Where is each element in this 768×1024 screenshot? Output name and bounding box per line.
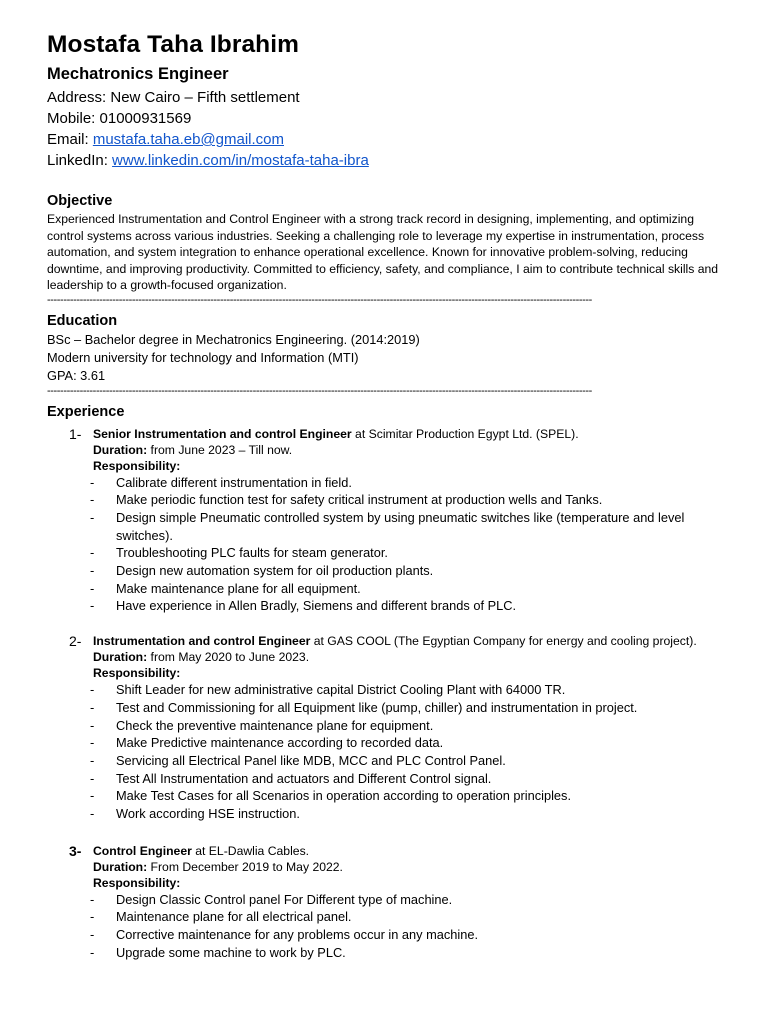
email-label: Email: [47,131,93,148]
job-company: at Scimitar Production Egypt Ltd. (SPEL). [351,426,579,441]
address: Address: New Cairo – Fifth settlement [47,89,300,106]
linkedin-line [47,150,721,171]
responsibility-label: Responsibility: [93,875,181,890]
responsibility-list [90,891,718,962]
email-line [47,129,721,150]
list-item: - Calibrate different instrumentation in field. [90,474,352,490]
job-role: Control Engineer [93,843,192,858]
linkedin-link[interactable]: www.linkedin.com/in/mostafa-taha-ibra [112,152,369,169]
list-item: - Make Test Cases for all Scenarios in operation according to operation principles. [90,788,572,804]
list-item: - Maintenance plane for all electrical panel. [90,909,352,925]
job-role: Senior Instrumentation and control Engineer [93,426,352,441]
list-item: - Make Predictive maintenance according to recorded data. [90,735,444,751]
experience-heading: Experience [47,403,125,420]
job-number: 2- [69,633,82,650]
list-item: - Test and Commissioning for all Equipment like (pump, chiller) and instrumentation in project. [90,699,638,715]
list-item: - Design new automation system for oil production plants. [90,563,434,579]
list-item: - Make maintenance plane for all equipment. [90,580,361,596]
job-entry [47,426,721,616]
section-divider: ----------------------------------------------------------------------------------------------------------------------------------------------------------------------- [47,384,592,397]
education-university: Modern university for technology and Information (MTI) [47,349,359,365]
responsibility-label: Responsibility: [93,458,181,473]
list-item: - Design simple Pneumatic controlled system by using pneumatic switches like (temperature and level switches). [90,509,685,543]
list-item: - Corrective maintenance for any problems occur in any machine. [90,927,479,943]
job-heading [93,426,721,442]
duration-label: Duration: [93,859,148,874]
job-number: 1- [69,425,82,442]
list-item: - Have experience in Allen Bradly, Siemens and different brands of PLC. [90,598,517,614]
list-item: - Design Classic Control panel For Different type of machine. [90,891,453,907]
duration-value: From December 2019 to May 2022. [147,859,343,874]
job-heading [93,633,721,649]
job-role: Instrumentation and control Engineer [93,634,311,649]
list-item: - Upgrade some machine to work by PLC. [90,944,346,960]
job-duration [93,442,721,458]
job-company: at EL-Dawlia Cables. [191,843,310,858]
list-item: - Make periodic function test for safety critical instrument at production wells and Tanks. [90,492,603,508]
job-number: 3- [69,842,82,859]
job-duration [93,859,721,875]
candidate-name: Mostafa Taha Ibrahim [47,31,300,58]
education-degree: BSc – Bachelor degree in Mechatronics Engineering. (2014:2019) [47,331,420,347]
list-item: - Servicing all Electrical Panel like MDB, MCC and PLC Control Panel. [90,752,506,768]
objective-heading: Objective [47,193,113,209]
linkedin-label: LinkedIn: [47,152,113,169]
job-company: at GAS COOL (The Egyptian Company for energy and cooling project). [310,634,697,649]
list-item: - Check the preventive maintenance plane for equipment. [90,717,434,733]
list-item: - Shift Leader for new administrative capital District Cooling Plant with 64000 TR. [90,682,566,698]
responsibility-list [90,681,718,823]
email-link[interactable]: mustafa.taha.eb@gmail.com [92,131,284,148]
responsibility-list [90,474,718,616]
education-gpa: GPA: 3.61 [47,367,106,383]
job-entry [47,633,721,823]
mobile: Mobile: 01000931569 [47,110,192,127]
responsibility-label: Responsibility: [93,666,181,681]
job-entry [47,843,721,962]
objective-text: Experienced Instrumentation and Control Engineer with a strong track record in designing, implementing, and optimizing control systems across various industries. Seeking a challenging role to leverage my expertise in instrumentation, process automation, and system integration to enhance operational excellence. Known for innovative problem-solving, reducing downtime, and improving productivity. Committed to efficiency, safety, and compliance, I aim to contribute technical skills and leadership to a growth-focused organization. [47,212,719,292]
duration-label: Duration: [93,442,148,457]
list-item: - Troubleshooting PLC faults for steam generator. [90,545,388,561]
duration-label: Duration: [93,650,148,665]
section-divider: ----------------------------------------------------------------------------------------------------------------------------------------------------------------------- [47,293,592,306]
duration-value: from May 2020 to June 2023. [147,650,310,665]
list-item: - Test All Instrumentation and actuators and Different Control signal. [90,770,492,786]
duration-value: from June 2023 – Till now. [147,442,293,457]
list-item: - Work according HSE instruction. [90,806,300,822]
job-heading [93,843,721,859]
job-duration [93,649,721,665]
job-title: Mechatronics Engineer [47,65,229,83]
education-heading: Education [47,312,118,329]
